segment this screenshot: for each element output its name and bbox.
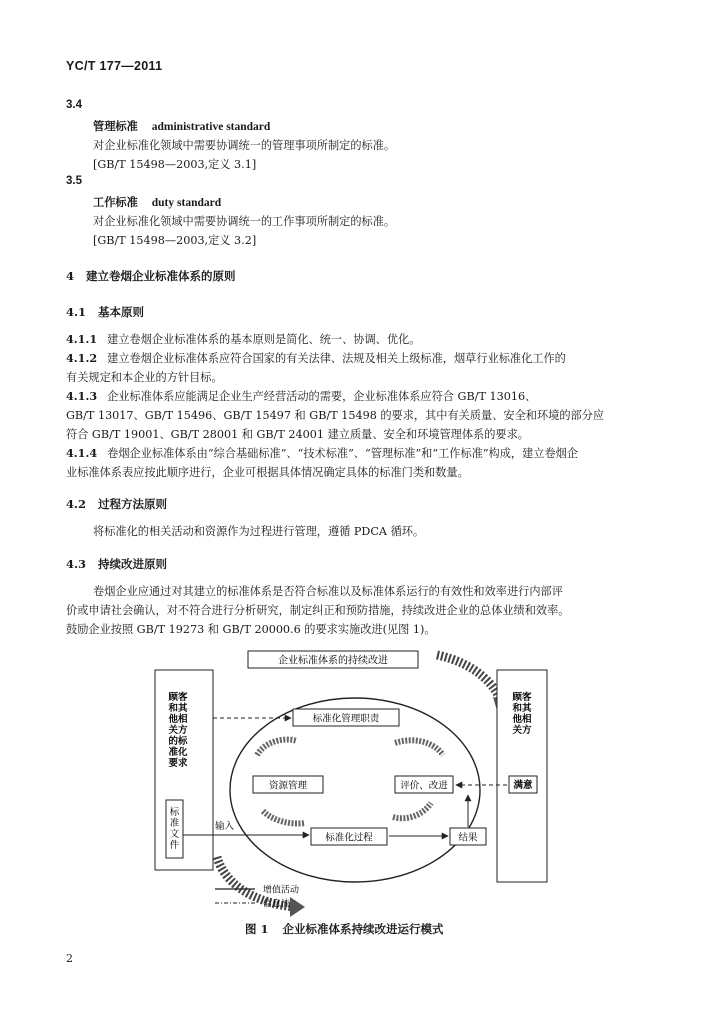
term-3-4-en: administrative standard — [151, 121, 271, 133]
clause-4-1-1-number: 4.1.1 — [66, 332, 98, 346]
legend-dash-text: 信息流 — [263, 899, 291, 910]
term-3-4-definition: 对企业标准化领域中需要协调统一的管理事项所制定的标准。 — [93, 139, 396, 152]
clause-4-1-3-number: 4.1.3 — [66, 389, 98, 403]
inner-swirl-1 — [257, 740, 297, 755]
mgmt-duty-text: 标准化管理职责 — [312, 713, 380, 725]
section-4-2-heading — [66, 496, 167, 512]
section-4-title: 建立卷烟企业标准体系的原则 — [86, 269, 236, 283]
term-3-5-number: 3.5 — [66, 175, 82, 187]
term-3-5-en: duty standard — [151, 197, 222, 209]
term-3-4-heading — [93, 118, 270, 134]
section-4-3-title: 持续改进原则 — [98, 557, 168, 571]
term-3-4-cn: 管理标准 — [93, 119, 138, 133]
section-4-heading — [66, 268, 236, 284]
section-4-3-number: 4.3 — [66, 557, 87, 571]
clause-4-1-1-text: 建立卷烟企业标准体系的基本原则是简化、统一、协调、优化。 — [107, 333, 421, 346]
top-label-text: 企业标准体系的持续改进 — [278, 655, 388, 667]
section-4-1-heading — [66, 304, 144, 320]
input-label: 输入 — [215, 821, 235, 832]
section-4-number: 4 — [66, 269, 75, 283]
clause-4-1-2-line2: 有关规定和本企业的方针目标。 — [66, 371, 223, 384]
section-4-3-heading — [66, 556, 167, 572]
para-4-3-line1: 卷烟企业应通过对其建立的标准体系是否符合标准以及标准体系运行的有效性和效率进行内部评 — [93, 585, 563, 598]
clause-4-1-3-line3: 符合 GB/T 19001、GB/T 28001 和 GB/T 24001 建立质量、安全和环境管理体系的要求。 — [66, 428, 529, 441]
term-3-4-number: 3.4 — [66, 99, 82, 111]
evaluation-text: 评价、改进 — [400, 780, 448, 792]
legend-solid-text: 增值活动 — [263, 885, 300, 896]
bottom-left-arrowhead — [290, 897, 305, 917]
section-4-1-number: 4.1 — [66, 305, 87, 319]
process-text: 标准化过程 — [325, 832, 373, 844]
clause-4-1-3-line1 — [66, 388, 536, 404]
resource-mgmt-text: 资源管理 — [268, 780, 308, 792]
section-4-1-title: 基本原则 — [98, 305, 145, 319]
inner-swirl-2 — [395, 740, 443, 755]
standard-code-header: YC/T 177—2011 — [66, 59, 163, 73]
clause-4-1-1 — [66, 331, 420, 347]
figure-caption-number: 图 1 — [245, 922, 269, 936]
clause-4-1-4-line1 — [66, 445, 578, 461]
continuous-improvement-diagram — [145, 645, 555, 917]
inner-swirl-3 — [263, 811, 305, 824]
left-box-text: 顾客和其他相关方的标准化要求 — [168, 692, 188, 769]
left-inner-text: 标准文件 — [169, 807, 180, 851]
clause-4-1-2-line1 — [66, 350, 566, 366]
clause-4-1-4-text-line1: 卷烟企业标准体系由“综合基础标准”、“技术标准”、“管理标准”和“工作标准”构成，建立卷烟企 — [107, 447, 579, 460]
right-box-text: 顾客和其他相关方 — [512, 692, 532, 736]
result-text: 结果 — [458, 832, 478, 844]
top-right-curved-arrow — [437, 655, 503, 707]
para-4-3-line3: 鼓励企业按照 GB/T 19273 和 GB/T 20000.6 的要求实施改进(见图 1)。 — [66, 623, 436, 636]
para-4-2: 将标准化的相关活动和资源作为过程进行管理，遵循 PDCA 循环。 — [93, 525, 425, 538]
para-4-3-line2: 价或申请社会确认，对不符合进行分析研究，制定纠正和预防措施，持续改进企业的总体业绩和效率。 — [66, 604, 570, 617]
figure-caption-title: 企业标准体系持续改进运行模式 — [282, 922, 444, 936]
inner-swirl-4 — [393, 803, 431, 818]
clause-4-1-4-number: 4.1.4 — [66, 446, 98, 460]
term-3-5-source: [GB/T 15498—2003,定义 3.2] — [93, 234, 257, 247]
clause-4-1-3-line2: GB/T 13017、GB/T 15496、GB/T 15497 和 GB/T 15498 的要求，其中有关质量、安全和环境的部分应 — [66, 409, 605, 422]
right-inner-text: 满意 — [513, 780, 533, 791]
term-3-4-source: [GB/T 15498—2003,定义 3.1] — [93, 158, 257, 171]
section-4-2-title: 过程方法原则 — [98, 497, 168, 511]
term-3-5-heading — [93, 194, 221, 210]
term-3-5-cn: 工作标准 — [93, 195, 138, 209]
section-4-2-number: 4.2 — [66, 497, 87, 511]
term-3-5-definition: 对企业标准化领域中需要协调统一的工作事项所制定的标准。 — [93, 215, 396, 228]
clause-4-1-3-text-line1: 企业标准体系应能满足企业生产经营活动的需要，企业标准体系应符合 GB/T 13016、 — [107, 390, 537, 403]
figure-caption — [245, 921, 444, 937]
page-number: 2 — [66, 952, 73, 965]
clause-4-1-2-text-line1: 建立卷烟企业标准体系应符合国家的有关法律、法规及相关上级标准，烟草行业标准化工作的 — [107, 352, 566, 365]
clause-4-1-4-line2: 业标准体系表应按此顺序进行，企业可根据具体情况确定具体的标准门类和数量。 — [66, 466, 469, 479]
clause-4-1-2-number: 4.1.2 — [66, 351, 98, 365]
